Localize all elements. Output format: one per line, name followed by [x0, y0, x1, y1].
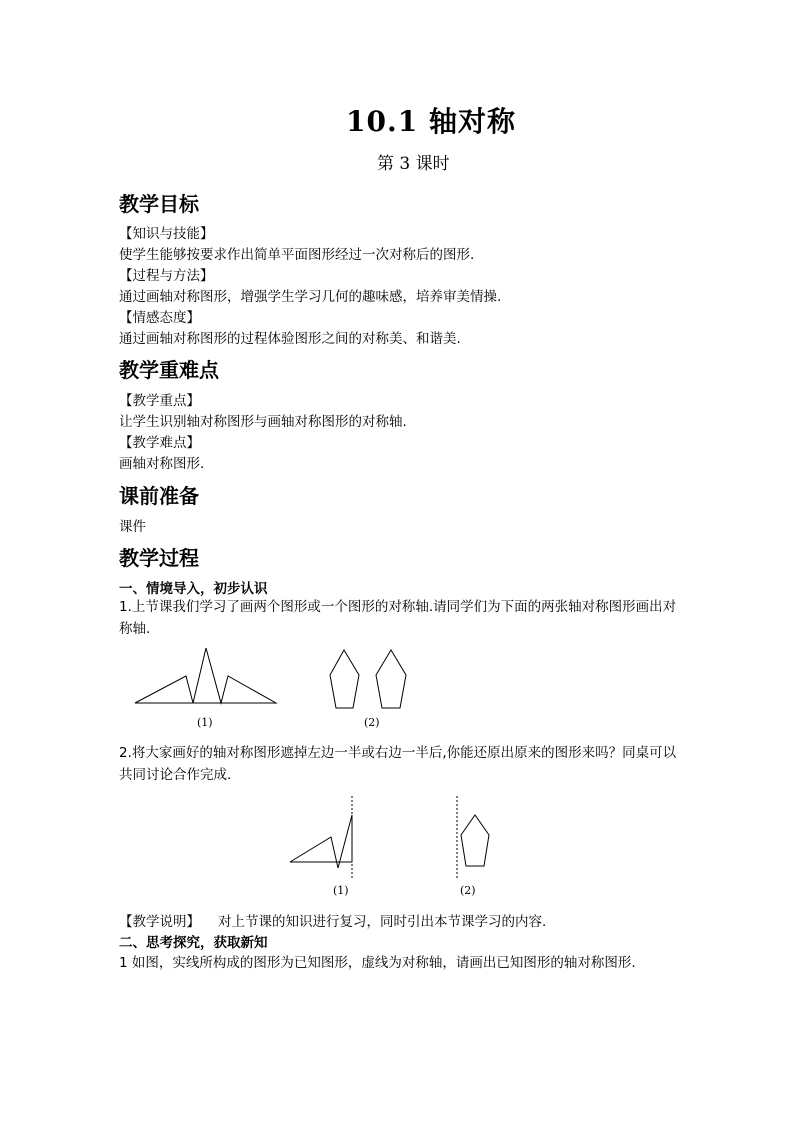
figure2-caption-1: (1)	[333, 884, 349, 897]
note-label: 【教学说明】	[119, 914, 200, 930]
figure2-half-shape-1	[290, 815, 352, 868]
knowledge-text: 使学生能够按要求作出简单平面图形经过一次对称后的图形.	[119, 247, 475, 263]
section1-title: 一、情境导入，初步认识	[119, 581, 268, 597]
figure1-caption-2: (2)	[364, 716, 380, 729]
figure1-caption-1: (1)	[197, 716, 213, 729]
page-subtitle: 第 3 课时	[377, 154, 450, 174]
section2-title: 二、思考探究，获取新知	[119, 935, 268, 951]
attitude-label: 【情感态度】	[119, 310, 200, 326]
question2-text: 2.将大家画好的轴对称图形遮掉左边一半或右边一半后,你能还原出原来的图形来吗？同桌可以共同讨论合作完成.	[119, 745, 677, 783]
key-points-heading: 教学重难点	[119, 358, 219, 382]
focus-text: 让学生识别轴对称图形与画轴对称图形的对称轴.	[119, 414, 407, 430]
attitude-text: 通过画轴对称图形的过程体验图形之间的对称美、和谐美.	[119, 331, 461, 347]
question3-text: 1 如图，实线所构成的图形为已知图形，虚线为对称轴，请画出已知图形的轴对称图形.	[119, 955, 636, 971]
process-text: 通过画轴对称图形，增强学生学习几何的趣味感，培养审美情操.	[119, 289, 502, 305]
preparation-heading: 课前准备	[119, 484, 199, 508]
figure2-pentagon	[461, 815, 489, 866]
note-text: 对上节课的知识进行复习，同时引出本节课学习的内容.	[218, 914, 547, 930]
process-heading: 教学过程	[119, 546, 199, 570]
goals-heading: 教学目标	[119, 192, 199, 216]
knowledge-label: 【知识与技能】	[119, 226, 214, 242]
difficulty-label: 【教学难点】	[119, 435, 200, 451]
preparation-text: 课件	[119, 519, 146, 535]
page-title: 10.1 轴对称	[346, 105, 516, 138]
difficulty-text: 画轴对称图形.	[119, 456, 205, 472]
figure2-caption-2: (2)	[460, 884, 476, 897]
process-label: 【过程与方法】	[119, 268, 214, 284]
focus-label: 【教学重点】	[119, 393, 200, 409]
question1-text: 1.上节课我们学习了画两个图形或一个图形的对称轴.请同学们为下面的两张轴对称图形画出对称轴.	[119, 599, 677, 637]
